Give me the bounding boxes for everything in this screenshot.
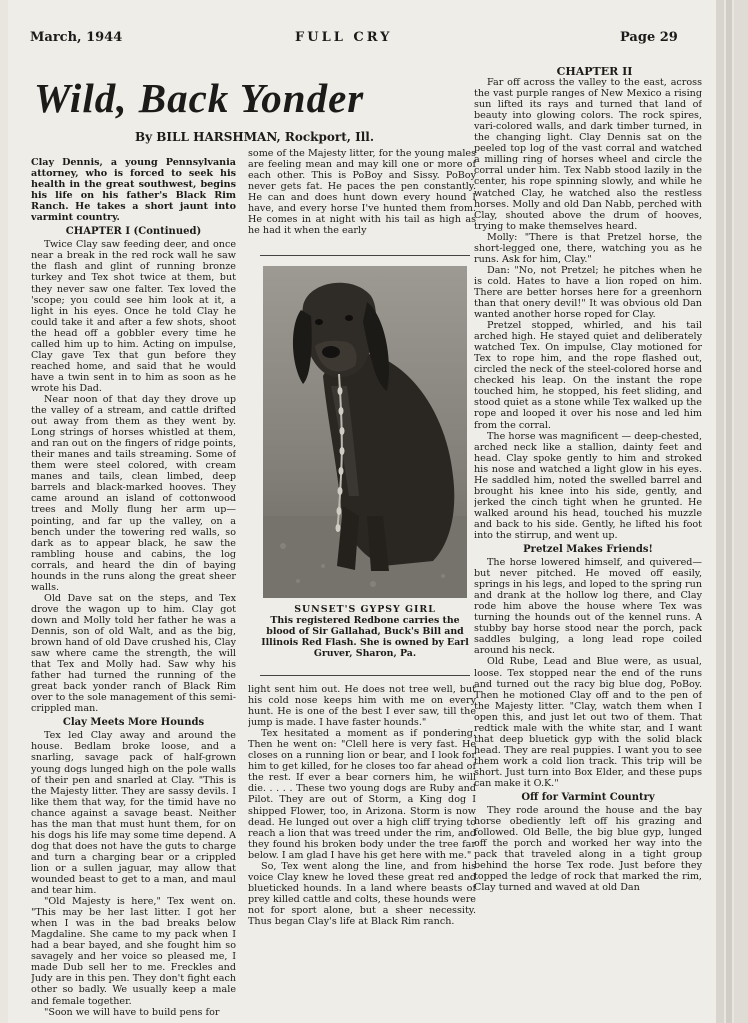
photo-title: SUNSET'S GYPSY GIRL (294, 604, 436, 615)
photo-caption-text: This registered Redbone carries the blood of Sir Gallahad, Buck's Bill and Illinois Red Flash. She is owned by Earl Gruver, Sharon, Pa. (261, 615, 469, 659)
subheading-off-for-varmint-country: Off for Varmint Country (521, 792, 655, 804)
article-title: Wild, Back Yonder (34, 75, 365, 121)
intro-paragraph: Clay Dennis, a young Pennsylvania attorney, who is forced to seek his health in the great southwest, begins his life on his father's Black Rim Ranch. He takes a short jaunt into varmint country. (31, 157, 236, 224)
paragraph: Tex hesitated a moment as if pondering. Then he went on: "Clell here is very fast. He closes on a running lion or bear, and I look for him to get killed, for he closes too far ahead of the rest. If ever a bear corners him, he will die. . . . . These two young dogs are Ruby and Pilot. They are out of Storm, a King dog I shipped Flower, too, in Arizona. Storm is now dead. He lunged out over a high cliff trying to reach a lion that was treed under the rim, and they found his broken body under the tree far below. I am glad I have his get here with me." (248, 728, 476, 861)
paragraph: Pretzel stopped, whirled, and his tail arched high. He stayed quiet and deliberately watched Tex. On impulse, Clay motioned for Tex to rope him, and the rope flashed out, circled the neck of the steel-colored horse and checked his leap. On the instant the rope touched him, he stopped, his feet sliding, and stood quiet as a stone while Tex walked up the rope and looped it over his nose and led him from the corral. (474, 320, 702, 431)
paragraph: "Soon we will have to build pens for (44, 1006, 220, 1017)
paragraph: The horse lowered himself, and quivered—but never pitched. He moved off easily, springs in his legs, and loped to the spring run and drank at the hollow log there, and Clay rode him above the house where Tex was turning the hounds out of the kennel runs. A stubby bay horse stood near the porch, pack saddles bulging, a long lead rope coiled around his neck. (474, 557, 702, 657)
page-number: Page 29 (620, 30, 678, 45)
chapter-1-heading: CHAPTER I (Continued) (65, 226, 202, 238)
paragraph: Tex led Clay away and around the house. Bedlam broke loose, and a snarling, savage pack of half-grown young dogs lunged high on the pole walls of their pen and snarled at Clay. "This is the Majesty litter. They are sassy devils. I like them that way, for the timid have no chance against a savage beast. Neither has the man that must hunt them, for on his dogs his life may some time depend. A dog that does not have the guts to charge and turn a charging bear or a crippled lion or a sullen jaguar, may allow that wounded beast to get to a man, and maul and tear him. (31, 730, 236, 897)
paragraph: Far off across the valley to the east, across the vast purple ranges of New Mexico a rising sun lifted its rays and turned that land of beauty into glowing colors. The rock spires, vari-colored walls, and dark timber turned, in the changing light. Clay Dennis sat on the peeled top log of the vast corral and watched a milling ring of horses wheel and circle the corral under him. Tex Nabb stood lazily in the center, his rope spinning slowly, and while he watched Clay, he watched also the restless horses. Molly and old Dan Nabb, perched with Clay, shouted above the drum of hooves, trying to make themselves heard. (474, 77, 702, 232)
paragraph: Old Dave sat on the steps, and Tex drove the wagon up to him. Clay got down and Molly told her father he was a Dennis, son of old Walt, and as the big, brown hand of old Dave crushed his, Clay saw where came the strength, the will that Tex and Molly had. Saw why his father had turned the running of the great back yonder ranch of Black Rim over to the sole management of this semi-crippled man. (31, 592, 236, 715)
photo-caption (259, 604, 471, 659)
paragraph: Near noon of that day they drove up the valley of a stream, and cattle drifted out away from them as they went by. Long strings of horses whistled at them, and ran out on the fingers of ridge points, their manes and tails streaming. Some of them were steel colored, with cream manes and tails, clean limbed, deep barrels and black-marked hooves. They came around an island of cottonwood trees and Molly flung her arm up—pointing, and far up the valley, on a bench under the towering red walls, so dark as to appear black, he saw the rambling house and cabins, the log corrals, and heard the din of baying hounds in the runs along the great sheer walls. (31, 393, 236, 593)
paragraph: light sent him out. He does not tree well, but his cold nose keeps him with me on every hunt. He is one of the best I ever saw, till the jump is made. I have faster hounds." (248, 684, 476, 729)
paragraph: some of the Majesty litter, for the young males are feeling mean and may kill one or more of each other. This is PoBoy and Sissy. PoBoy never gets fat. He paces the pen constantly. He can and does hunt down every hound I have, and every horse I've hunted them from. He comes in at night with his tail as high as he had it when the early (248, 148, 476, 237)
paragraph: "Old Majesty is here," Tex went on. "This may be her last litter. I got her when I was in the bad breaks below Magdaline. She came to my pack when I had a bear bayed, and she fought him so savagely and her voice so pleased me, I made Dub sell her to me. Freckles and Judy are in this pen. They don't fight each other so badly. We usually keep a male and female together. (31, 896, 236, 1007)
redbone-hound-image (263, 266, 467, 598)
paragraph: So, Tex went along the line, and from his voice Clay knew he loved these great red and blueticked hounds. In a land where beasts of prey killed cattle and colts, these hounds were not for sport alone, but a sheer necessity. Thus began Clay's life at Black Rim ranch. (248, 860, 476, 927)
column-2-top (248, 148, 476, 244)
column-1 (31, 157, 236, 1017)
subheading-pretzel-makes-friends: Pretzel Makes Friends! (523, 544, 653, 556)
photo-top-rule (260, 255, 470, 256)
paragraph: Dan: "No, not Pretzel; he pitches when he is cold. Hates to have a lion roped on him. There are better horses here for a greenhorn than that onery devil!" It was obvious old Dan wanted another horse roped for Clay. (474, 264, 702, 321)
dog-photo (263, 266, 467, 598)
photo-bottom-rule (260, 675, 470, 676)
paragraph: Twice Clay saw feeding deer, and once near a break in the red rock wall he saw the flash and glint of running bronze turkey and Tex shot twice at them, but they never saw one falter. Tex loved the 'scope; you could see him look at it, a light in his eyes. Once he told Clay he could take it and after a few shots, shoot the head off a gobbler every time he called him up to him. Acting on impulse, Clay gave Tex that gun before they reached home, and said that he would have a twin sent in to him as soon as he wrote his Dad. (31, 239, 236, 394)
page-edge-2 (726, 0, 732, 1023)
column-2-bottom (248, 684, 476, 989)
magazine-name: FULL CRY (295, 30, 393, 45)
paragraph: Molly: "There is that Pretzel horse, the short-legged one, there, watching you as he runs. Ask for him, Clay." (474, 231, 702, 265)
paragraph: They rode around the house and the bay horse obediently left off his grazing and followed. Old Belle, the big blue gyp, lunged off the porch and worked her way into the pack that traveled along in a tight group behind the horse Tex rode. Just before they topped the ledge of rock that marked the rim, Clay turned and waved at old Dan (474, 805, 702, 894)
issue-date: March, 1944 (30, 30, 123, 45)
page-edge-3 (734, 0, 748, 1023)
page-edge-1 (716, 0, 724, 1023)
chapter-2-heading: CHAPTER II (556, 66, 633, 78)
magazine-page (8, 0, 716, 1023)
column-3 (474, 66, 702, 1016)
subheading-clay-meets-more-hounds: Clay Meets More Hounds (62, 717, 205, 729)
paragraph: The horse was magnificent — deep-chested, arched neck like a stallion, dainty feet and head. Clay spoke gently to him and stroked his nose and watched a light glow in his eyes. He saddled him, noted the swelled barrel and brought his knee into his side, gently, and jerked the cinch tight when he grunted. He walked around his head, touched his muzzle and back to his side. Gently, he lifted his foot into the stirrup, and went up. (474, 430, 702, 541)
paragraph: Old Rube, Lead and Blue were, as usual, loose. Tex stopped near the end of the runs and turned out the racy big blue dog, PoBoy. Then he motioned Clay off and to the pen of the Majesty litter. "Clay, watch them when I open this, and just let out two of them. That redtick male with the white star, and I want that deep bluetick gyp with the solid black head. They are real puppies. I want you to see them work a cold lion track. This trip will be short. Just turn into Box Elder, and these pups can make it O.K." (474, 656, 702, 789)
article-byline: By BILL HARSHMAN, Rockport, Ill. (135, 130, 374, 144)
